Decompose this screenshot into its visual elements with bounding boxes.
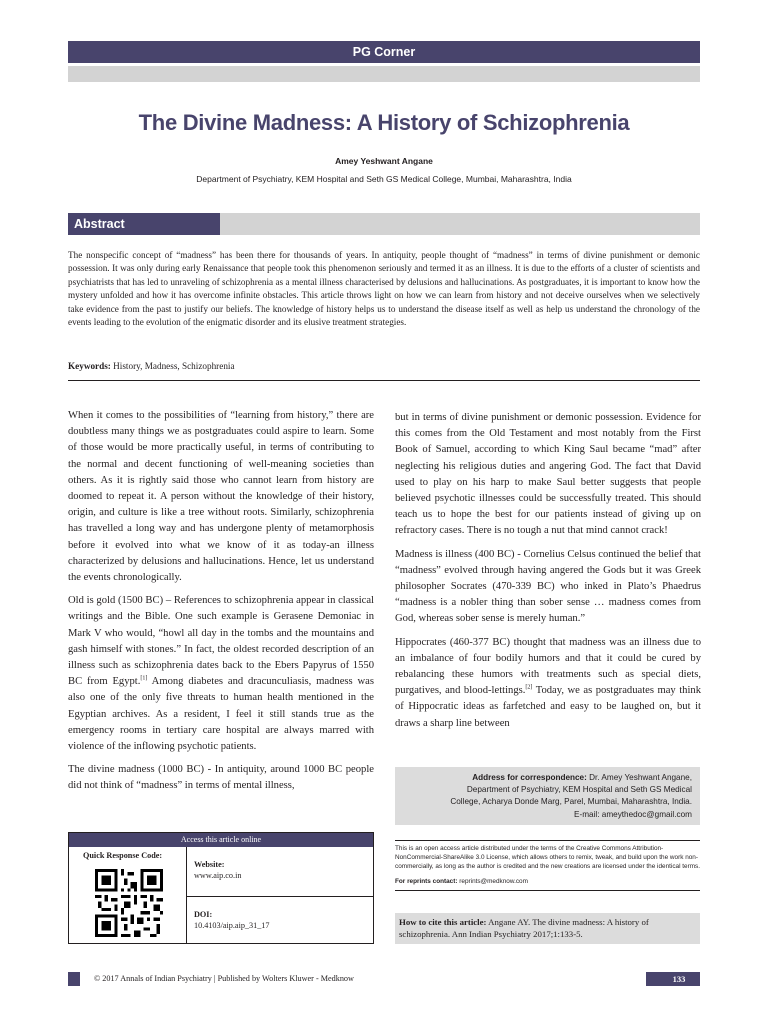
reprints-label: For reprints contact: [395, 878, 458, 885]
access-article-box [68, 832, 374, 944]
author-name: Amey Yeshwant Angane [335, 156, 433, 166]
body-column-right [395, 410, 701, 739]
doi-link[interactable]: 10.4103/aip.aip_31_17 [194, 921, 270, 930]
qr-label: Quick Response Code: [83, 851, 163, 860]
license-notice [395, 840, 700, 891]
reference-marker[interactable]: [2] [525, 684, 533, 691]
body-paragraph [395, 635, 701, 732]
correspondence-line: Department of Psychiatry, KEM Hospital and Seth GS Medical [466, 785, 692, 795]
website-cell [187, 847, 373, 897]
license-text: This is an open access article distributed under the terms of the Creative Commons Attribution-NonCommercial-ShareAlike 3.0 License, which allows others to remix, tweak, and build upon the work non-commercially, as long as the author is credited and the new creations are licensed under the identical terms. [395, 845, 701, 870]
website-label: Website: [194, 860, 225, 869]
page-number: 133 [672, 974, 686, 984]
correspondence-line: College, Acharya Donde Marg, Parel, Mumbai, Maharashtra, India. [450, 797, 692, 807]
citation-text: Angane AY. The divine madness: A history of schizophrenia. Ann Indian Psychiatry 2017;1:133-5. [399, 917, 649, 939]
reference-marker[interactable]: [1] [140, 675, 148, 682]
body-text: Old is gold (1500 BC) – References to schizophrenia appear in classical writings and the Bible. One such example is Gerasene Demoniac in Mark V who would, “howl all day in the tombs and the mountains and gash himself with stones.” In fact, the oldest recorded description of an illness such as schizophrenia dates back to the Ebers Papyrus of 1550 BC from Egypt. [68, 595, 374, 688]
body-column-left [68, 408, 374, 802]
body-paragraph: The divine madness (1000 BC) - In antiquity, around 1000 BC people did not think of “madness” in terms of mental illness, [68, 764, 374, 792]
doi-cell [187, 897, 373, 943]
footer-text: © 2017 Annals of Indian Psychiatry | Published by Wolters Kluwer - Medknow [80, 972, 646, 986]
correspondence-name: Dr. Amey Yeshwant Angane, [589, 773, 692, 782]
qr-cell [69, 847, 187, 943]
keywords-label: Keywords: [68, 361, 111, 371]
abstract-text: The nonspecific concept of “madness” has been there for thousands of years. In antiquity, people thought of “madness” in terms of divine punishment or demonic possession. It was only during early Renaissance that people took this phenomenon seriously and termed it as an illness. It is due to the efforts of a cluster of scientists and psychiatrists that has led to unraveling of schizophrenia as a mental illness characterised by delusions and hallucinations. As postgraduates, it is important to know how the mystery unfolded and how it has overcome infinite obstacles. This article throws light on how we can learn from history and not deceive ourselves when we selectively take evidence from the past to justify our beliefs. The knowledge of history helps us to understand the disease itself as well as help us understand the chronology of the events leading to the evolution of the enigmatic disorder and its elusive treatment strategies. [68, 250, 700, 328]
correspondence-box [395, 767, 700, 825]
author-affiliation: Department of Psychiatry, KEM Hospital and Seth GS Medical College, Mumbai, Maharashtra, India [196, 174, 572, 184]
correspondence-label: Address for correspondence: [472, 773, 587, 782]
header-grey-band [68, 66, 700, 82]
keywords-text: History, Madness, Schizophrenia [113, 361, 235, 371]
access-header: Access this article online [69, 833, 373, 847]
citation-box [395, 913, 700, 944]
body-paragraph [68, 593, 374, 755]
reprints-email[interactable]: reprints@medknow.com [459, 878, 528, 885]
page-footer [68, 972, 700, 986]
body-paragraph: but in terms of divine punishment or demonic possession. Evidence for this comes from the Old Testament and most notably from the First Book of Samuel, according to which King Saul became “mad” after neglecting his religious duties and angering God. The fact that David used to play on his harp to make Saul better suggests that people believed psychotic illnesses could be successfully treated. This should teach us to hope the best for our patients instead of giving up on refractory cases. There is no tough a nut that mind cannot crack! [395, 412, 701, 537]
website-link[interactable]: www.aip.co.in [194, 871, 242, 880]
body-text: Hippocrates (460-377 BC) thought that madness was an illness due to an imbalance of four bodily humors and that it could be cured by rebalancing these humors with treatments such as special diets, purgatives, and blood-lettings. [395, 636, 701, 697]
article-title: The Divine Madness: A History of Schizophrenia [138, 110, 630, 135]
doi-label: DOI: [194, 910, 213, 919]
correspondence-email[interactable]: E-mail: ameythedoc@gmail.com [574, 809, 692, 819]
correspondence-line [395, 772, 692, 784]
body-text: Today, we as postgraduates may think of Hippocratic ideas as farfetched and easy to be laughed on, but it draws a sharp line between [395, 685, 701, 729]
abstract-heading: Abstract [68, 213, 220, 235]
keywords [68, 361, 700, 371]
body-paragraph: Madness is illness (400 BC) - Cornelius Celsus continued the belief that “madness” evolved through having angered the Gods but it was Greek philosopher Socrates (470-339 BC) who inked in Plato’s Phaedrus “madness is a nobler thing than sober sense … madness comes from God, whereas sober sense is merely human.” [395, 548, 701, 625]
reprints-line [395, 877, 700, 886]
body-text: Among diabetes and dracunculiasis, madness was also one of the only five threats to human health mentioned in the Egyptian archives. As a resident, I feel it still stands true as the emergency rooms in tertiary care hospital are always marred with violence of the inflowing psychotic patients. [68, 676, 374, 753]
citation-label: How to cite this article: [399, 917, 487, 927]
qr-code-icon[interactable] [95, 869, 163, 937]
body-paragraph: When it comes to the possibilities of “learning from history,” there are doubtless many things we as postgraduates could aspire to learn. Some of those would be more practically useful, in terms of contributing to the normal and decent functioning of well-meaning societies than others. As it is rightly said those who cannot learn from history are doomed to repeat it. A person without the knowledge of their history, origin, and culture is like a tree without roots. Similarly, schizophrenia has travelled a long way and has undergone plenty of metamorphosis before it evolved into what we know of it as today-an illness characterized by delusions and hallucinations. Hence, let us understand the events chronologically. [68, 410, 374, 584]
section-label: PG Corner [68, 41, 700, 63]
section-divider [68, 380, 700, 381]
